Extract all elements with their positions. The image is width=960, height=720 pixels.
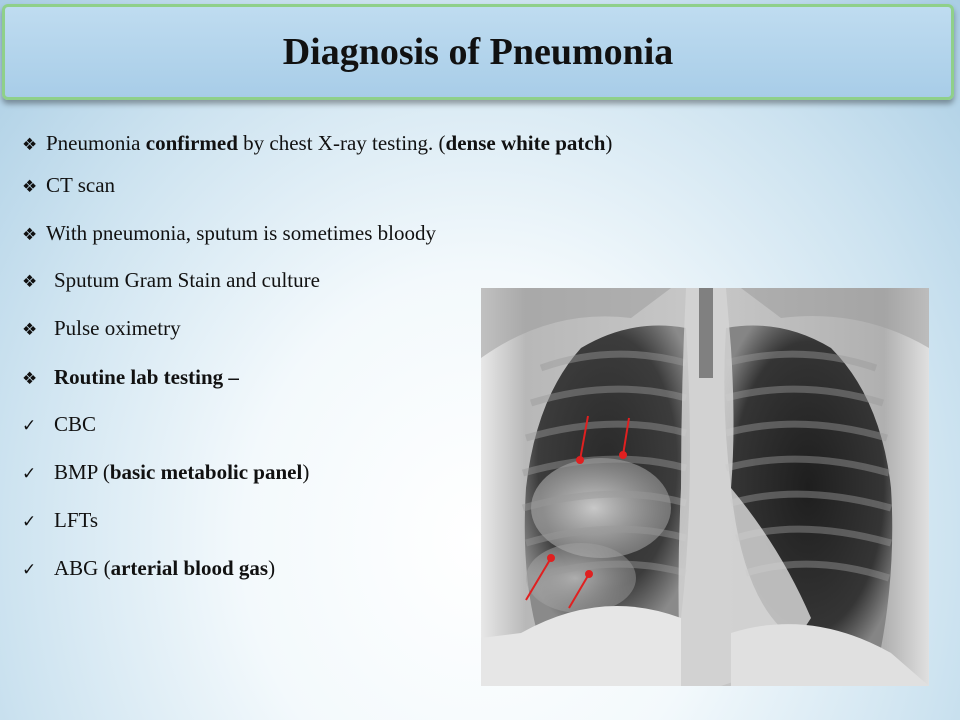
diamond-bullet-icon: ❖ [22, 177, 38, 197]
bullet-xray: ❖ Pneumonia confirmed by chest X-ray testing. (dense white patch) [22, 131, 613, 155]
bullet-sputum-bloody: ❖ With pneumonia, sputum is sometimes bloody [22, 221, 436, 245]
bullet-routine-lab: ❖ Routine lab testing – [22, 365, 239, 389]
check-icon: ✓ [22, 560, 37, 580]
slide-title-bar [2, 4, 954, 100]
diamond-bullet-icon: ❖ [22, 320, 38, 340]
bullet-abg: ✓ ABG (arterial blood gas) [22, 556, 276, 580]
slide-title: Diagnosis of Pneumonia [282, 31, 674, 73]
check-icon: ✓ [22, 464, 37, 484]
bullet-ct-scan: ❖ CT scan [22, 173, 116, 197]
chest-xray-image [481, 288, 929, 686]
bullet-gram-stain: ❖ Sputum Gram Stain and culture [22, 268, 320, 292]
chest-xray-drawing [481, 288, 929, 686]
bullet-bmp: ✓ BMP (basic metabolic panel) [22, 460, 310, 484]
check-icon: ✓ [22, 512, 37, 532]
diamond-bullet-icon: ❖ [22, 369, 38, 389]
bullet-lfts: ✓ LFTs [22, 508, 99, 532]
bullet-cbc: ✓ CBC [22, 412, 97, 436]
check-icon: ✓ [22, 416, 37, 436]
bullet-pulse-oximetry: ❖ Pulse oximetry [22, 316, 181, 340]
diamond-bullet-icon: ❖ [22, 272, 38, 292]
diamond-bullet-icon: ❖ [22, 225, 38, 245]
diamond-bullet-icon: ❖ [22, 135, 38, 155]
